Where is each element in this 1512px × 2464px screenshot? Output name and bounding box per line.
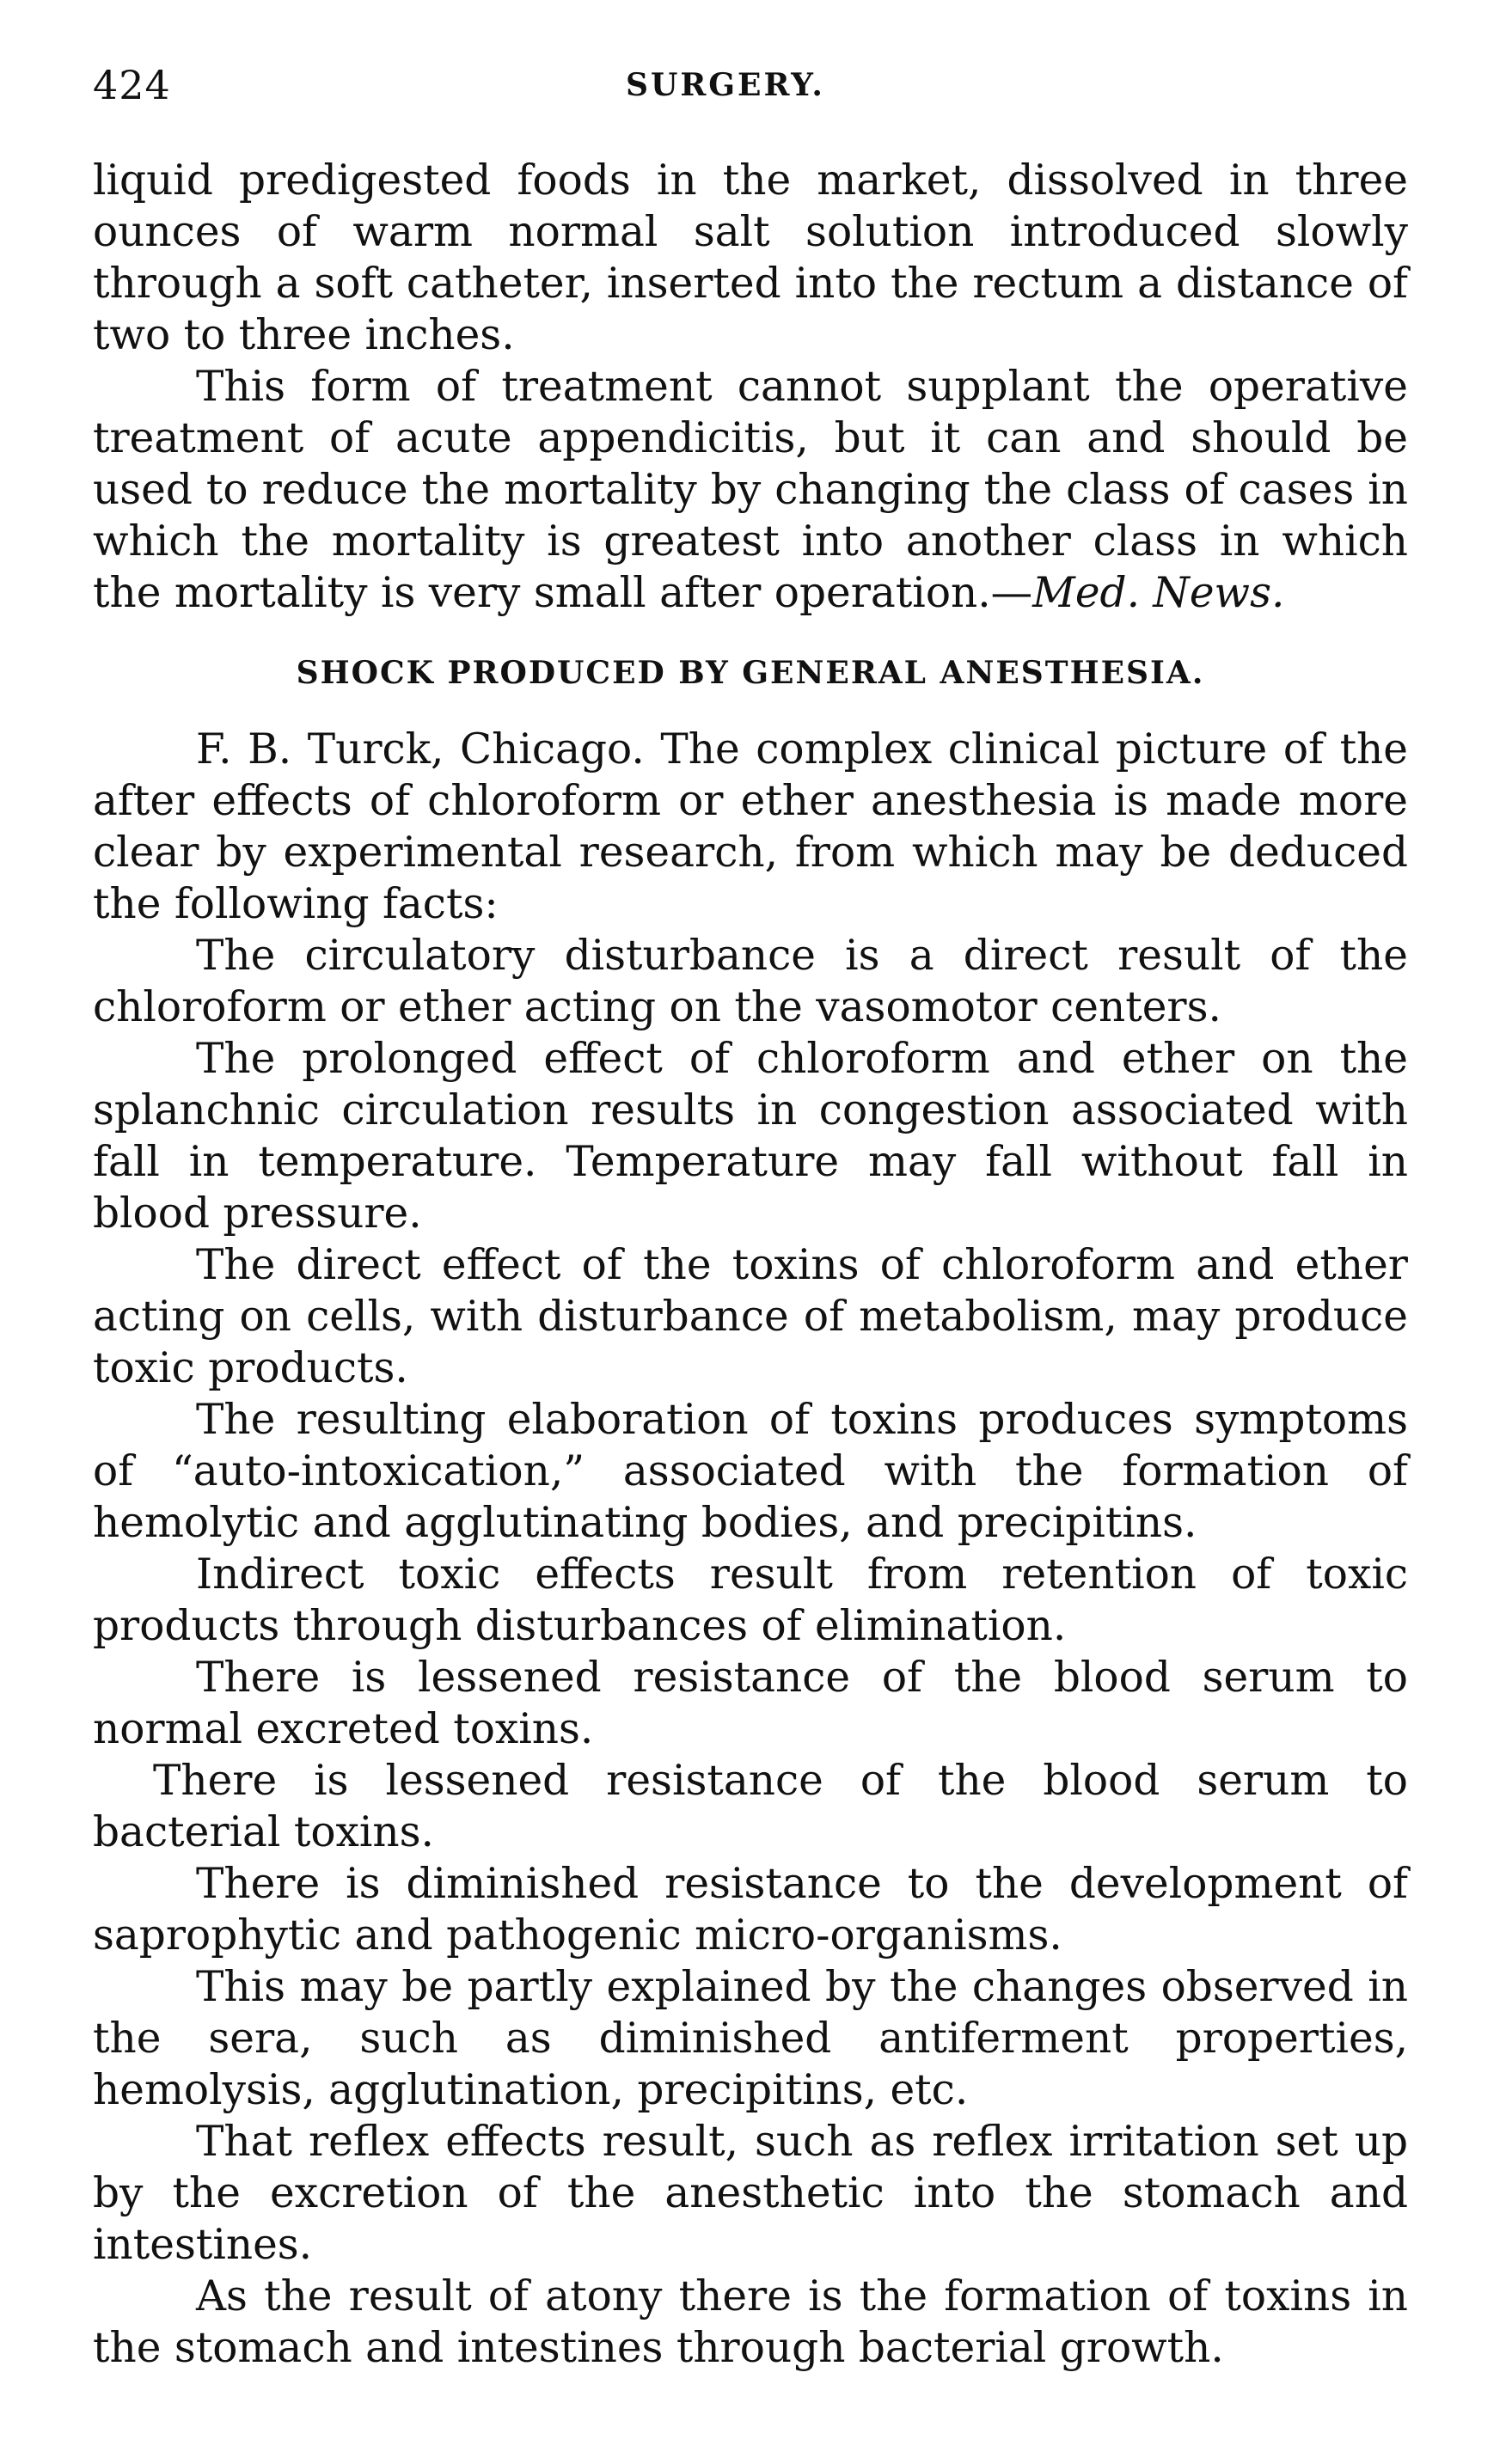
section-heading: SHOCK PRODUCED BY GENERAL ANESTHESIA.: [296, 655, 1205, 691]
citation: Med. News.: [1032, 569, 1285, 617]
running-head: SURGERY.: [626, 67, 825, 103]
section-paragraph: There is lessened resistance of the blood serum to bacterial toxins.: [93, 1757, 1408, 1856]
section-paragraph: The circulatory disturbance is a direct result of the chloroform or ether acting on the vasomotor centers.: [93, 932, 1408, 1031]
body-text: [93, 155, 1408, 2374]
section-paragraph: As the result of atony there is the formation of toxins in the stomach and intestines through bacterial growth.: [93, 2272, 1408, 2372]
section-paragraph: This may be partly explained by the changes observed in the sera, such as diminished antiferment properties, hemolysis, agglutination, precipitins, etc.: [93, 1963, 1408, 2114]
paragraph-continued: liquid predigested foods in the market, dissolved in three ounces of warm normal salt solution introduced slowly through a soft catheter, inserted into the rectum a distance of two to three inches.: [93, 156, 1408, 359]
paragraph-treatment: [93, 361, 1408, 619]
section-paragraph: The resulting elaboration of toxins produces symptoms of “auto-intoxication,” associated with the formation of hemolytic and agglutinating bodies, and precipitins.: [93, 1396, 1408, 1547]
section-paragraph: There is diminished resistance to the development of saprophytic and pathogenic micro-organisms.: [93, 1860, 1408, 1960]
section-paragraph: Indirect toxic effects result from retention of toxic products through disturbances of elimination.: [93, 1550, 1408, 1650]
section-paragraph: The prolonged effect of chloroform and ether on the splanchnic circulation results in congestion associated with fall in temperature. Temperature may fall without fall in blood pressure.: [93, 1035, 1408, 1238]
section-paragraph: The direct effect of the toxins of chloroform and ether acting on cells, with disturbance of metabolism, may produce toxic products.: [93, 1241, 1408, 1392]
paragraph-treatment-text: This form of treatment cannot supplant the operative treatment of acute appendicitis, but it can and should be used to reduce the mortality by changing the class of cases in which the mortality is greatest into another class in which the mortality is very small after operation.—: [93, 363, 1408, 617]
page-number: 424: [93, 62, 171, 108]
section-paragraph: That reflex effects result, such as reflex irritation set up by the excretion of the anesthetic into the stomach and intestines.: [93, 2118, 1408, 2269]
section-paragraph: There is lessened resistance of the blood serum to normal excreted toxins.: [93, 1654, 1408, 1753]
section-paragraph: F. B. Turck, Chicago. The complex clinical picture of the after effects of chloroform or ether anesthesia is made more clear by experimental research, from which may be deduced the following facts:: [93, 725, 1408, 928]
page-header: [93, 62, 1417, 113]
